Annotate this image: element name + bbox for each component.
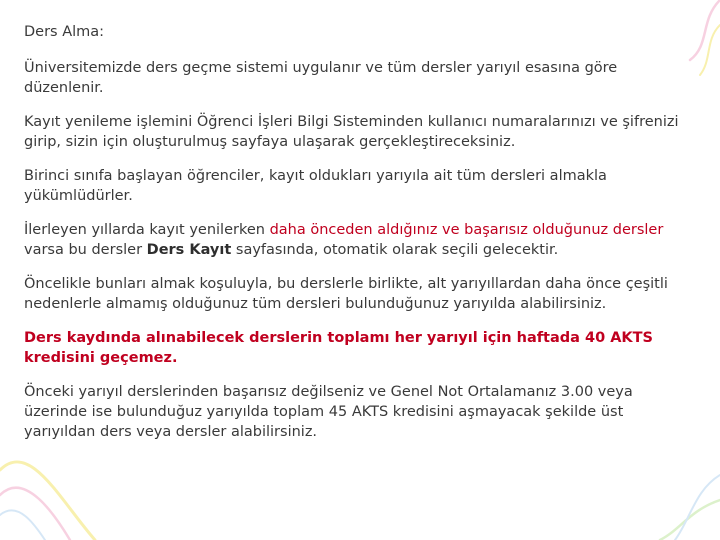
failed-courses-highlight: daha önceden aldığınız ve başarısız olduğunuz dersler [269, 222, 664, 238]
main-content [24, 22, 689, 456]
paragraph-registration: Kayıt yenileme işlemini Öğrenci İşleri Bilgi Sisteminden kullanıcı numaralarınızı ve şifrenizi girip, sizin için oluşturulmuş sayfaya ulaşarak gerçekleştireceksiniz. [24, 114, 679, 150]
paragraph-upper-semester: Önceki yarıyıl derslerinden başarısız değilseniz ve Genel Not Ortalamanız 3.00 veya üzerinde ise bulunduğuz yarıyılda toplam 45 AKTS kredisini aşmayacak şekilde üst yarıyıldan ders veya dersler alabilirsiniz. [24, 384, 633, 440]
paragraph-first-year: Birinci sınıfa başlayan öğrenciler, kayıt oldukları yarıyıla ait tüm dersleri almakla yükümlüdürler. [24, 168, 607, 204]
failed-courses-end: sayfasında, otomatik olarak seçili gelecektir. [231, 242, 559, 258]
ders-kayit-term: Ders Kayıt [146, 242, 232, 258]
paragraph-lower-semesters: Öncelikle bunları almak koşuluyla, bu derslerle birlikte, alt yarıyıllardan daha önce çeşitli nedenlerle almamış olduğunuz tüm dersleri bulunduğunuz yarıyılda alabilirsiniz. [24, 276, 668, 312]
failed-courses-middle: varsa bu dersler [24, 242, 147, 258]
heading-colon: : [99, 24, 105, 40]
paragraph-credit-limit: Ders kaydında alınabilecek derslerin toplamı her yarıyıl için haftada 40 AKTS kredisini geçemez. [24, 330, 653, 366]
failed-courses-intro: İlerleyen yıllarda kayıt yenilerken [24, 222, 270, 238]
paragraph-failed-courses [24, 220, 689, 260]
heading-label: Ders Alma [24, 24, 100, 40]
section-heading [24, 22, 689, 42]
paragraph-system: Üniversitemizde ders geçme sistemi uygulanır ve tüm dersler yarıyıl esasına göre düzenlenir. [24, 60, 618, 96]
